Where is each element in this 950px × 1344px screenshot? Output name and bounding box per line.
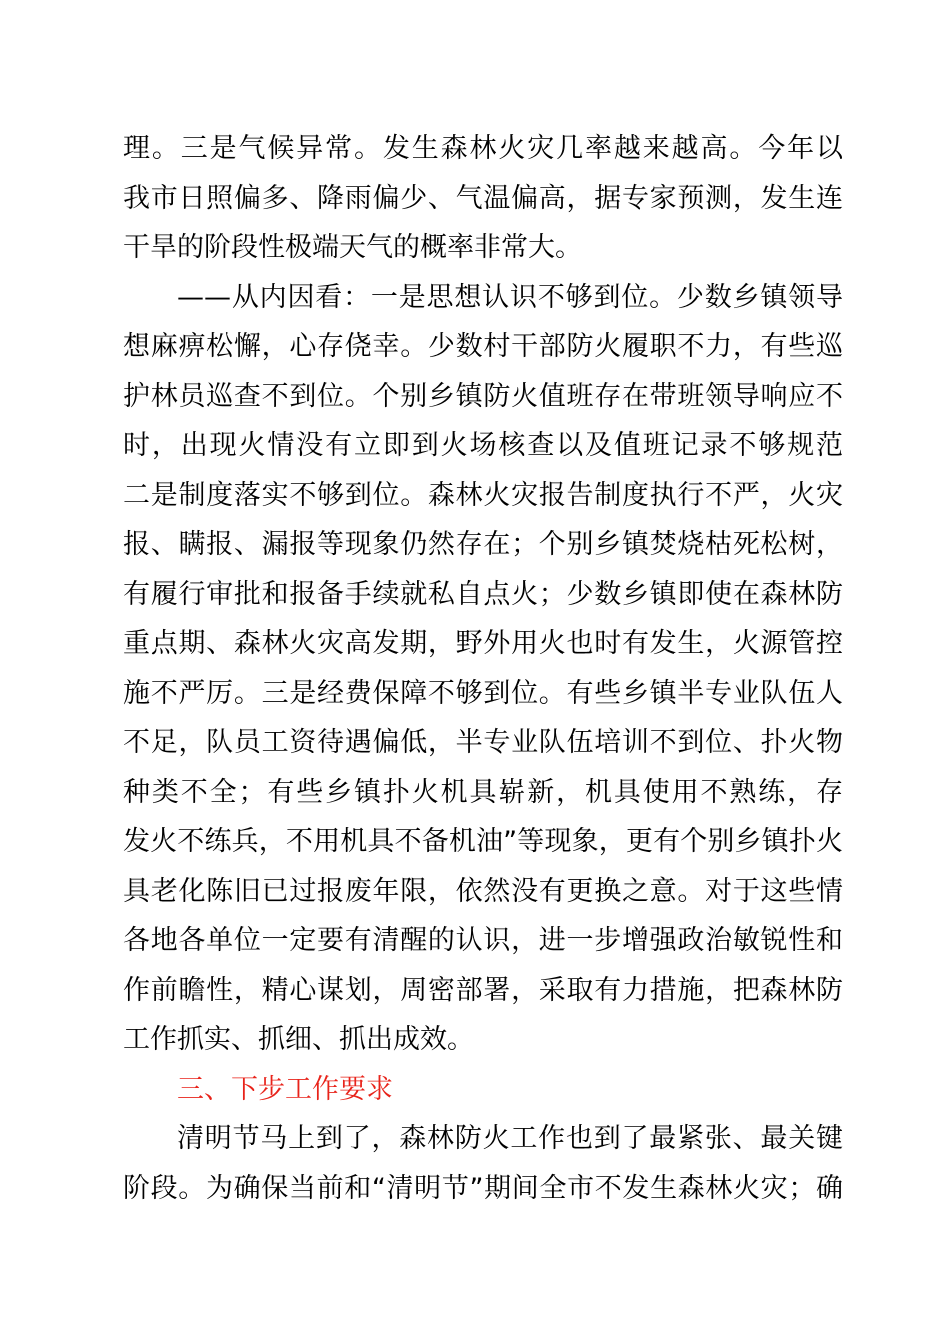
- body-line: 阶段。为确保当前和“清明节”期间全市不发生森林火灾；确: [123, 1172, 843, 1204]
- body-line: 时，出现火情没有立即到火场核查以及值班记录不够规范: [123, 430, 843, 461]
- body-line: 有履行审批和报备手续就私自点火；少数乡镇即使在森林防: [123, 578, 843, 610]
- body-line: 施不严厉。三是经费保障不够到位。有些乡镇半专业队伍人: [123, 677, 843, 709]
- body-line: 我市日照偏多、降雨偏少、气温偏高，据专家预测，发生连: [123, 182, 843, 214]
- body-line: 二是制度落实不够到位。森林火灾报告制度执行不严，火灾: [123, 479, 843, 511]
- section-heading: 三、下步工作要求: [177, 1073, 393, 1105]
- body-line: 种类不全；有些乡镇扑火机具崭新，机具使用不熟练，存: [123, 776, 843, 808]
- paragraph-start-line: ——从内因看：一是思想认识不够到位。少数乡镇领导: [177, 281, 843, 313]
- body-line: 工作抓实、抓细、抓出成效。: [123, 1024, 474, 1055]
- body-line: 想麻痹松懈，心存侥幸。少数村干部防火履职不力，有些巡: [123, 331, 843, 362]
- body-line: 各地各单位一定要有清醒的认识，进一步增强政治敏锐性和: [123, 925, 843, 956]
- body-line: 不足，队员工资待遇偏低，半专业队伍培训不到位、扑火物: [123, 727, 843, 758]
- body-line: 护林员巡查不到位。个别乡镇防火值班存在带班领导响应不: [123, 380, 843, 412]
- paragraph-start-line: 清明节马上到了，森林防火工作也到了最紧张、最关键: [177, 1123, 843, 1154]
- body-line: 发火不练兵，不用机具不备机油”等现象，更有个别乡镇扑火: [123, 826, 843, 857]
- body-line: 干旱的阶段性极端天气的概率非常大。: [123, 232, 582, 263]
- body-line: 理。三是气候异常。发生森林火灾几率越来越高。今年以: [123, 133, 843, 164]
- document-body: [123, 124, 843, 1213]
- body-line: 具老化陈旧已过报废年限，依然没有更换之意。对于这些情: [123, 875, 843, 907]
- body-line: 作前瞻性，精心谋划，周密部署，采取有力措施，把森林防: [123, 974, 843, 1006]
- body-line: 报、瞒报、漏报等现象仍然存在；个别乡镇焚烧枯死松树，: [123, 529, 843, 560]
- body-line: 重点期、森林火灾高发期，野外用火也时有发生，火源管控: [123, 628, 843, 659]
